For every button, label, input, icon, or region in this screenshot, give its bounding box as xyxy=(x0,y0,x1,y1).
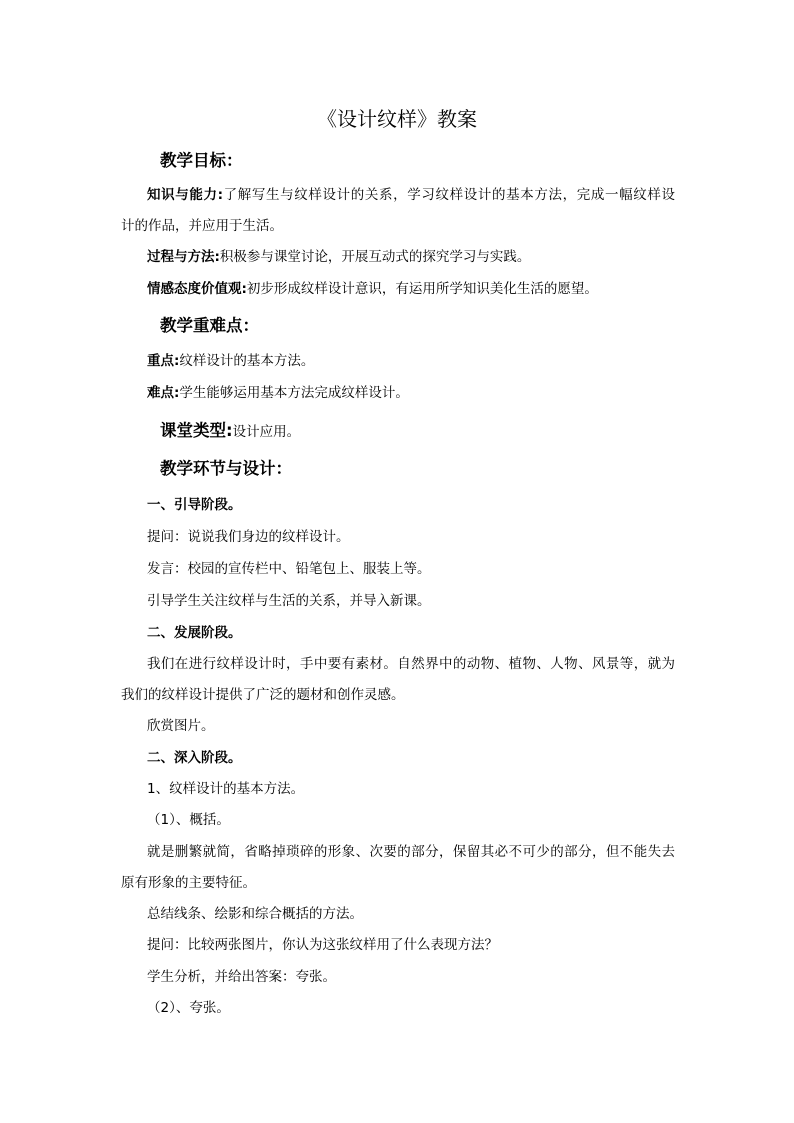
stage2-line: 欣赏图片。 xyxy=(147,718,215,734)
key-point-line xyxy=(147,352,314,370)
process-line xyxy=(147,248,530,266)
attitude-line xyxy=(147,280,598,298)
key-points-heading: 教学重难点： xyxy=(160,316,259,335)
knowledge-line1 xyxy=(147,186,675,204)
stage3-heading: 二、深入阶段。 xyxy=(147,750,242,766)
attitude-label: 情感态度价值观: xyxy=(147,281,247,297)
stage3-sub1: （1）、概括。 xyxy=(147,812,230,828)
difficult-point-text: 学生能够运用基本方法完成纹样设计。 xyxy=(179,385,409,401)
stage3-line3: 学生分析，并给出答案：夸张。 xyxy=(147,969,336,985)
stage1-heading: 一、引导阶段。 xyxy=(147,497,242,513)
knowledge-paragraph xyxy=(147,186,675,204)
process-text: 积极参与课堂讨论，开展互动式的探究学习与实践。 xyxy=(219,249,531,265)
stage1-line2: 发言：校园的宣传栏中、铅笔包上、服装上等。 xyxy=(147,561,431,577)
stage1-line3: 引导学生关注纹样与生活的关系，并导入新课。 xyxy=(147,593,431,609)
key-point-label: 重点: xyxy=(147,353,180,369)
lesson-type-heading: 课堂类型: xyxy=(160,421,233,440)
stage3-line2: 提问：比较两张图片，你认为这张纹样用了什么表现方法？ xyxy=(147,937,498,953)
stage1-line1: 提问：说说我们身边的纹样设计。 xyxy=(147,529,350,545)
stage3-sub2: （2）、夸张。 xyxy=(147,1000,230,1016)
difficult-point-label: 难点: xyxy=(147,385,180,401)
attitude-text: 初步形成纹样设计意识，有运用所学知识美化生活的愿望。 xyxy=(246,281,598,297)
lesson-type-line xyxy=(160,420,300,443)
stage3-line1: 总结线条、绘影和综合概括的方法。 xyxy=(147,906,363,922)
process-label: 过程与方法: xyxy=(147,249,220,265)
stage2-heading: 二、发展阶段。 xyxy=(147,625,242,641)
knowledge-label: 知识与能力: xyxy=(147,187,224,203)
knowledge-text-line1: 了解写生与纹样设计的关系，学习纹样设计的基本方法，完成一幅纹样设 xyxy=(223,187,676,203)
stage3-para-line2: 原有形象的主要特征。 xyxy=(121,875,256,891)
stage3-paragraph: 就是删繁就简，省略掉琐碎的形象、次要的部分，保留其必不可少的部分，但不能失去 xyxy=(147,844,675,860)
stage2-paragraph: 我们在进行纹样设计时，手中要有素材。自然界中的动物、植物、人物、风景等，就为 xyxy=(147,656,675,672)
stage3-item1: 1、纹样设计的基本方法。 xyxy=(147,781,305,797)
lesson-type-text: 设计应用。 xyxy=(232,424,301,440)
knowledge-text-line2: 计的作品，并应用于生活。 xyxy=(121,218,283,234)
objectives-heading: 教学目标： xyxy=(160,151,243,170)
procedure-heading: 教学环节与设计： xyxy=(160,459,292,478)
document-title: 《设计纹样》教案 xyxy=(317,107,477,131)
key-point-text: 纹样设计的基本方法。 xyxy=(179,353,315,369)
difficult-point-line xyxy=(147,384,409,402)
stage2-para-line1 xyxy=(147,655,675,673)
stage3-para-line1 xyxy=(147,843,675,861)
stage2-para-line2: 我们的纹样设计提供了广泛的题材和创作灵感。 xyxy=(121,687,405,703)
